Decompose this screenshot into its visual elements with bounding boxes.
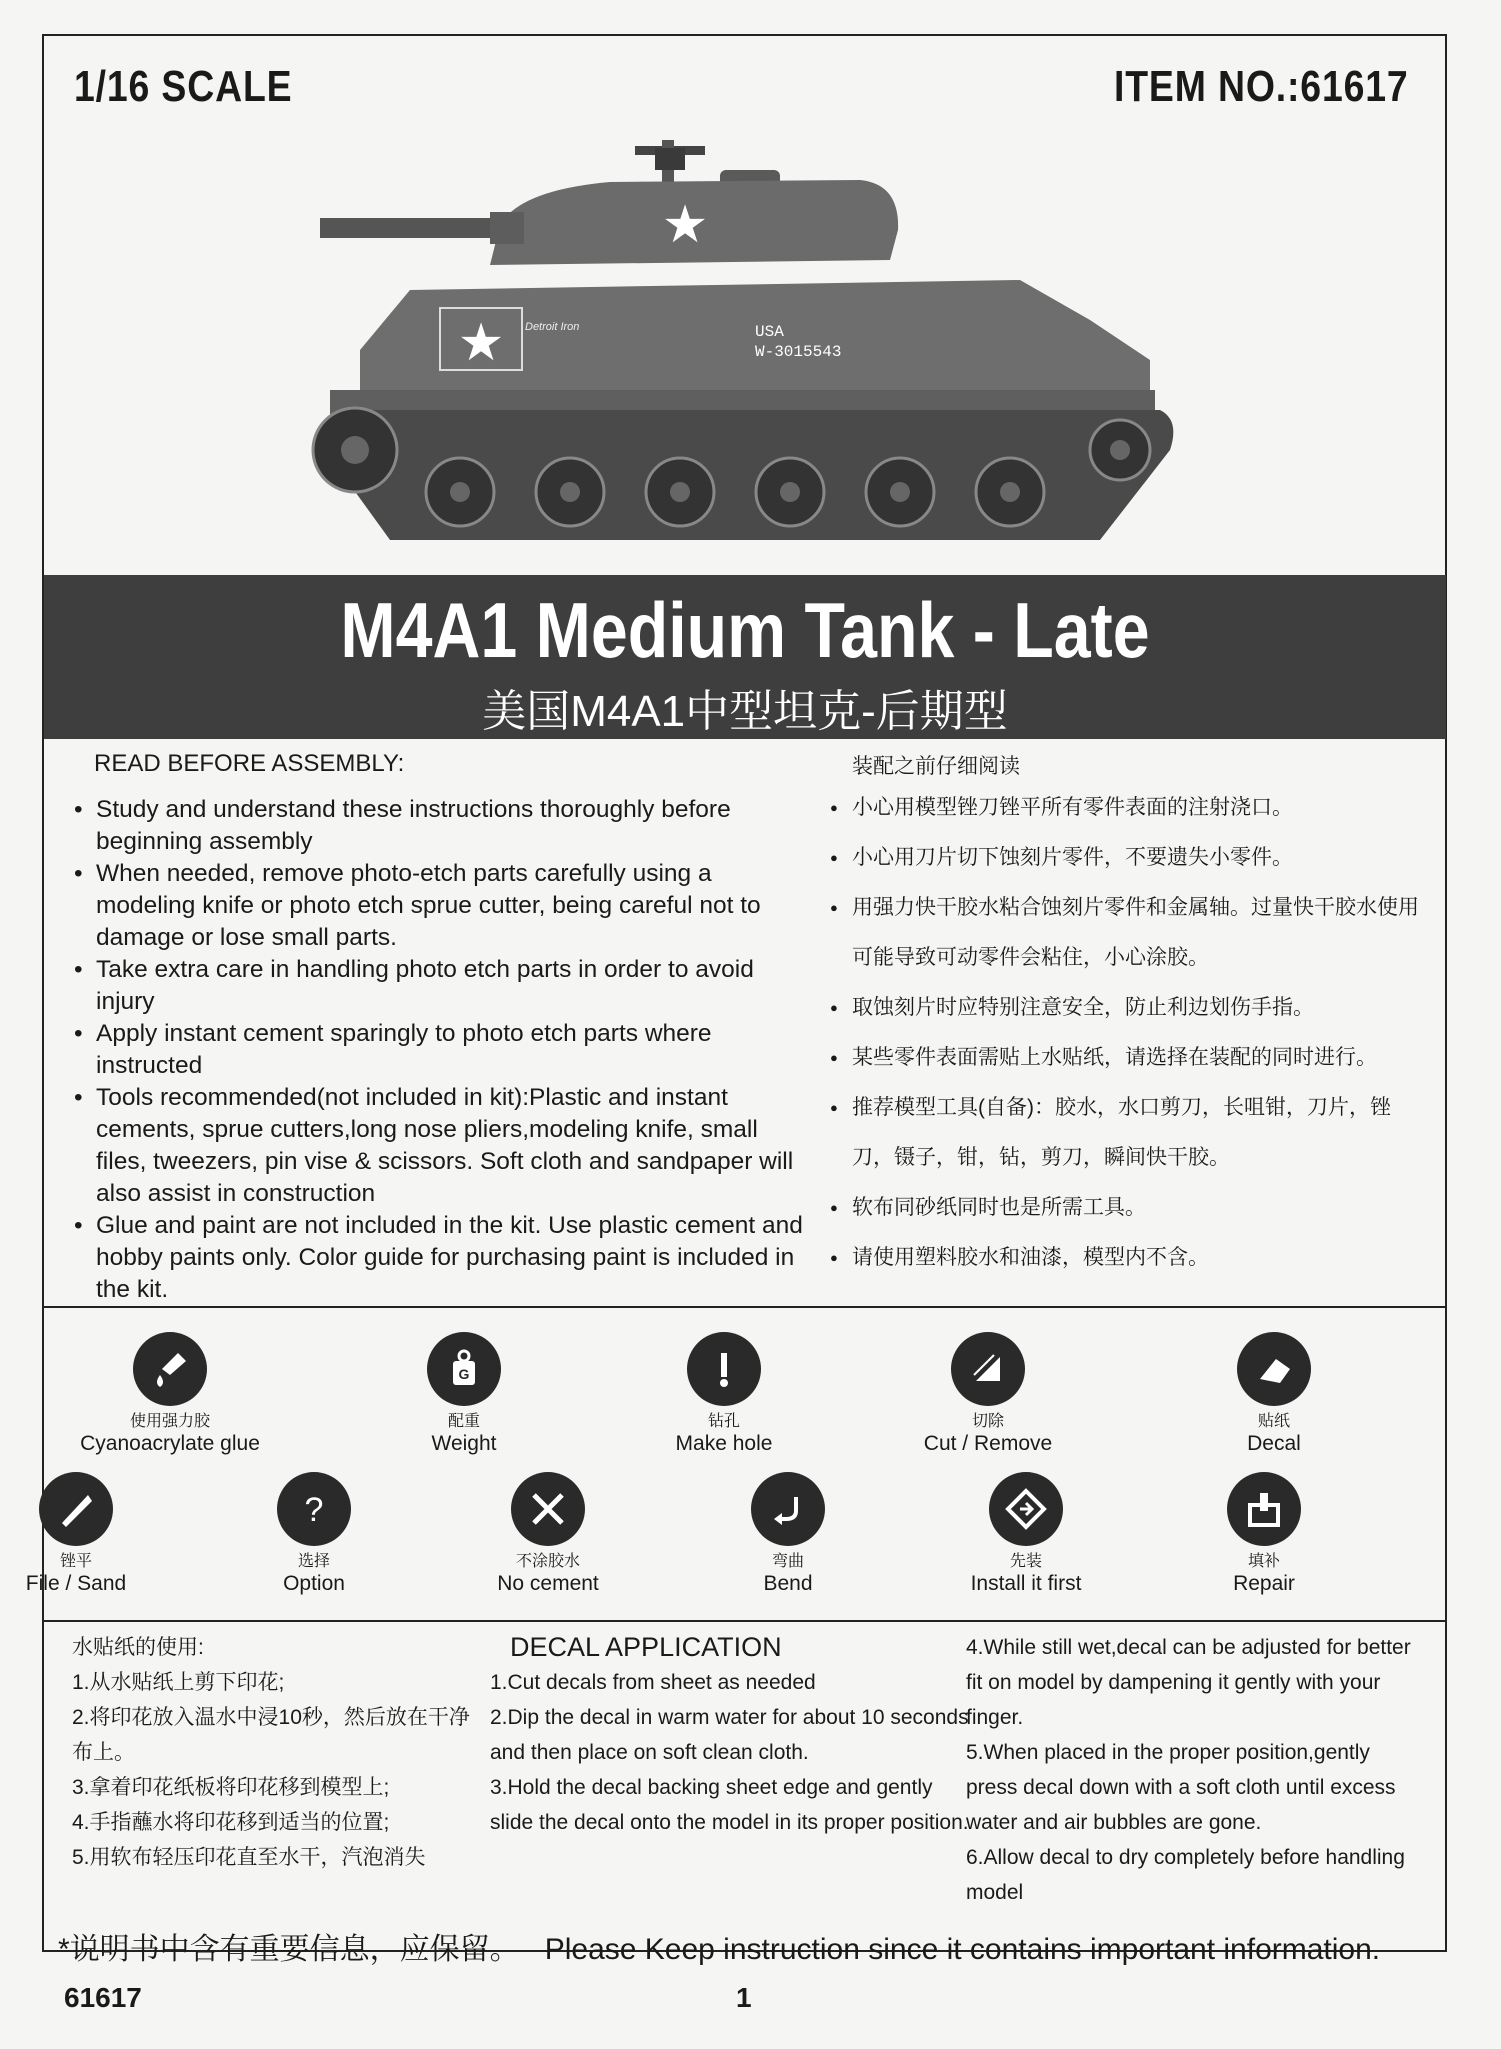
weight-icon [427, 1332, 501, 1406]
read-before-en [74, 748, 814, 1306]
option-icon [277, 1472, 351, 1546]
symbol-install-first: 先装 Install it first [906, 1472, 1146, 1596]
list-item: 3.拿着印花纸板将印花移到模型上; [72, 1776, 390, 1799]
no-cement-icon [511, 1472, 585, 1546]
read-before-heading: READ BEFORE ASSEMBLY: [94, 750, 405, 777]
svg-text:G: G [458, 1366, 470, 1382]
divider [44, 1306, 1446, 1308]
symbol-option: ? 选择 Option [194, 1472, 434, 1596]
decal-instructions-en-2 [966, 1630, 1426, 1910]
read-before-cn [830, 752, 1430, 1283]
page-number: 1 [736, 1982, 752, 2013]
symbol-cut: 切除 Cut / Remove [868, 1332, 1108, 1456]
file-icon [39, 1472, 113, 1546]
list-item: 4.While still wet,decal can be adjusted for better fit on model by dampening it gently with your finger. [966, 1636, 1411, 1729]
symbol-no-cement: 不涂胶水 No cement [428, 1472, 668, 1596]
glue-drop-icon [133, 1332, 207, 1406]
svg-text:★: ★ [457, 314, 505, 372]
symbol-decal: 贴纸 Decal [1154, 1332, 1394, 1456]
decal-instructions-en [490, 1630, 970, 1840]
symbol-bend: 弯曲 Bend [668, 1472, 908, 1596]
symbol-legend [25, 1320, 1446, 1620]
list-item: 1.从水贴纸上剪下印花; [72, 1671, 285, 1694]
list-item: ● 软布同砂纸同时也是所需工具。 [830, 1183, 1430, 1233]
list-item: ● 小心用刀片切下蚀刻片零件，不要遗失小零件。 [830, 833, 1430, 883]
list-item: ● 请使用塑料胶水和油漆，模型内不含。 [830, 1233, 1430, 1283]
symbol-weight: G 配重 Weight [344, 1332, 584, 1456]
list-item: 3.Hold the decal backing sheet edge and gently slide the decal onto the model in its proper position. [490, 1776, 969, 1834]
list-item: ● 取蚀刻片时应特别注意安全，防止利边划伤手指。 [830, 983, 1430, 1033]
decal-heading: DECAL APPLICATION [510, 1632, 782, 1662]
list-item: 5.When placed in the proper position,gently press decal down with a soft cloth until excess water and air bubbles are gone. [966, 1741, 1396, 1834]
symbol-repair: 填补 Repair [1144, 1472, 1384, 1596]
item-number: ITEM NO.:61617 [1114, 62, 1409, 111]
list-item: 2.将印花放入温水中浸10秒，然后放在干净布上。 [72, 1706, 470, 1764]
footer-code: 61617 [64, 1982, 142, 2013]
cut-icon [951, 1332, 1025, 1406]
svg-text:?: ? [304, 1491, 324, 1529]
scale-label: 1/16 SCALE [74, 62, 293, 111]
symbol-glue: 使用强力胶 Cyanoacrylate glue [50, 1332, 290, 1456]
hull-serial: W-3015543 [755, 343, 842, 361]
decal-icon [1237, 1332, 1311, 1406]
title-banner [44, 575, 1446, 739]
keep-instruction-note: *说明书中含有重要信息，应保留。 Please Keep instruction since it contains important information. [58, 1933, 1381, 1966]
turret-star: ★ [661, 196, 709, 254]
list-item: • Take extra care in handling photo etch parts in order to avoid injury [74, 954, 814, 1018]
list-item: 5.用软布轻压印花直至水干，汽泡消失 [72, 1846, 426, 1869]
drill-icon [687, 1332, 761, 1406]
list-item: ● 推荐模型工具(自备)：胶水，水口剪刀，长咀钳，刀片，锉刀，镊子，钳，钻，剪刀，瞬间快干胶。 [830, 1083, 1430, 1183]
list-item: 4.手指蘸水将印花移到适当的位置; [72, 1811, 390, 1834]
list-item: ● 小心用模型锉刀锉平所有零件表面的注射浇口。 [830, 783, 1430, 833]
tank-illustration [300, 120, 1200, 550]
repair-icon [1227, 1472, 1301, 1546]
list-item: • Glue and paint are not included in the kit. Use plastic cement and hobby paints only. Color guide for purchasing paint is included in the kit. [74, 1210, 814, 1306]
decal-instructions-cn: 水贴纸的使用: 1.从水贴纸上剪下印花; 2.将印花放入温水中浸10秒，然后放在干净布上。 3.拿着印花纸板将印花移到模型上; 4.手指蘸水将印花移到适当的位置; 5.用软布轻压印花直至水干，汽泡消失 [72, 1630, 472, 1875]
list-item: • Tools recommended(not included in kit):Plastic and instant cements, sprue cutters,long nose pliers,modeling knife, small files, tweezers, pin vise & scissors. Soft cloth and sandpaper will also assist in construction [74, 1082, 814, 1210]
list-item: • Study and understand these instructions thoroughly before beginning assembly [74, 794, 814, 858]
hull-marking-usa: USA [755, 323, 784, 341]
title-en: M4A1 Medium Tank - Late [340, 586, 1150, 674]
list-item: • Apply instant cement sparingly to photo etch parts where instructed [74, 1018, 814, 1082]
list-item: ● 用强力快干胶水粘合蚀刻片零件和金属轴。过量快干胶水使用可能导致可动零件会粘住，小心涂胶。 [830, 883, 1430, 983]
list-item: 1.Cut decals from sheet as needed [490, 1671, 816, 1694]
install-first-icon [989, 1472, 1063, 1546]
read-before-cn-heading: 装配之前仔细阅读 [852, 755, 1020, 778]
list-item: ● 某些零件表面需贴上水贴纸，请选择在装配的同时进行。 [830, 1033, 1430, 1083]
list-item: 2.Dip the decal in warm water for about 10 seconds and then place on soft clean cloth. [490, 1706, 969, 1764]
symbol-drill: 钻孔 Make hole [604, 1332, 844, 1456]
symbol-file: 锉平 File / Sand [0, 1472, 196, 1596]
divider [44, 1620, 1446, 1622]
title-cn: 美国M4A1中型坦克-后期型 [482, 687, 1008, 736]
tank-nickname: Detroit Iron [525, 321, 580, 333]
bend-icon [751, 1472, 825, 1546]
list-item: • When needed, remove photo-etch parts carefully using a modeling knife or photo etch sprue cutter, being careful not to damage or lose small parts. [74, 858, 814, 954]
list-item: 6.Allow decal to dry completely before handling model [966, 1846, 1405, 1904]
